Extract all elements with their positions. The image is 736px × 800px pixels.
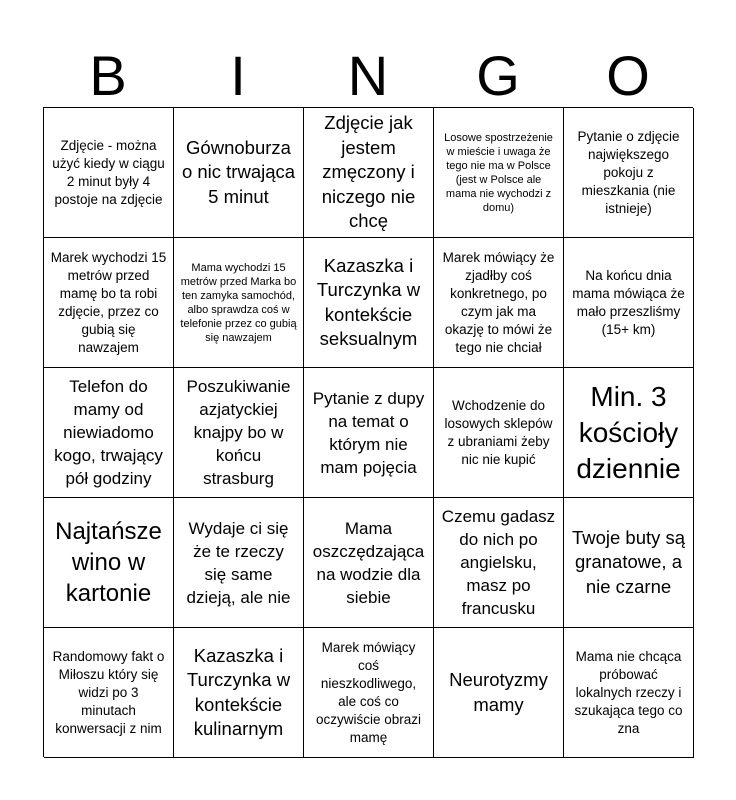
bingo-cell-r2-c1[interactable] xyxy=(44,238,174,368)
bingo-cell-r4-c1[interactable] xyxy=(44,498,174,628)
bingo-cell-r3-c4[interactable] xyxy=(434,368,564,498)
bingo-cell-r5-c3[interactable] xyxy=(304,628,434,758)
bingo-cell-text: Randomowy fakt o Miłoszu który się widzi po 3 minutach konwersacji z nim xyxy=(52,648,165,736)
bingo-cell-text: Poszukiwanie azjatyckiej knajpy bo w końcu strasburg xyxy=(186,377,291,488)
bingo-cell-r1-c3[interactable] xyxy=(304,108,434,238)
bingo-cell-r4-c3[interactable] xyxy=(304,498,434,628)
bingo-cell-r2-c5[interactable] xyxy=(564,238,694,368)
bingo-cell-text: Zdjęcie - można użyć kiedy w ciągu 2 minut były 4 postoje na zdjęcie xyxy=(52,137,165,207)
header-letter-o: O xyxy=(606,44,650,107)
bingo-cell-r1-c2[interactable] xyxy=(174,108,304,238)
bingo-cell-text: Najtańsze wino w kartonie xyxy=(55,518,162,607)
bingo-cell-r5-c4[interactable] xyxy=(434,628,564,758)
bingo-cell-text: Min. 3 kościoły dziennie xyxy=(576,380,681,484)
bingo-cell-r4-c4[interactable] xyxy=(434,498,564,628)
header-letter-b: B xyxy=(89,44,127,107)
bingo-cell-r3-c1[interactable] xyxy=(44,368,174,498)
bingo-cell-text: Mama wychodzi 15 metrów przed Marka bo ten zamyka samochód, albo sprawdza coś w telefonie przez co gubią się nawzajem xyxy=(180,261,297,344)
bingo-cell-text: Telefon do mamy od niewiadomo kogo, trwający pół godziny xyxy=(54,377,163,488)
bingo-cell-text: Wydaje ci się że te rzeczy się same dzieją, ale nie xyxy=(186,518,291,607)
bingo-cell-text: Mama nie chcąca próbować lokalnych rzeczy i szukająca tego co zna xyxy=(574,648,683,736)
bingo-cell-r1-c1[interactable] xyxy=(44,108,174,238)
bingo-cell-text: Mama oszczędzająca na wodzie dla siebie xyxy=(312,518,425,607)
bingo-cell-r4-c2[interactable] xyxy=(174,498,304,628)
bingo-cell-text: Gównoburza o nic trwająca 5 minut xyxy=(181,136,296,207)
bingo-cell-text: Twoje buty są granatowe, a nie czarne xyxy=(571,526,686,597)
bingo-grid xyxy=(43,107,693,757)
bingo-cell-text: Wchodzenie do losowych sklepów z ubraniami żeby nic nie kupić xyxy=(444,397,553,467)
bingo-cell-r3-c3[interactable] xyxy=(304,368,434,498)
bingo-cell-text: Zdjęcie jak jestem zmęczony i niczego nie chcę xyxy=(321,112,416,232)
bingo-cell-text: Kazaszka i Turczynka w kontekście seksualnym xyxy=(316,254,421,349)
bingo-cell-r5-c5[interactable] xyxy=(564,628,694,758)
bingo-cell-r2-c3[interactable] xyxy=(304,238,434,368)
bingo-header xyxy=(43,44,693,108)
header-letter-i: I xyxy=(230,44,246,107)
bingo-cell-r3-c2[interactable] xyxy=(174,368,304,498)
bingo-cell-text: Pytanie o zdjęcie największego pokoju z mieszkania (nie istnieje) xyxy=(577,128,680,216)
bingo-cell-r4-c5[interactable] xyxy=(564,498,694,628)
bingo-cell-text: Marek mówiący że zjadłby coś konkretnego, po czym jak ma okazję to mówi że tego nie chciał xyxy=(442,249,555,355)
header-letter-g: G xyxy=(476,44,520,107)
bingo-cell-text: Marek mówiący coś nieszkodliwego, ale coś co oczywiście obrazi mamę xyxy=(315,639,422,745)
bingo-cell-r1-c5[interactable] xyxy=(564,108,694,238)
bingo-cell-text: Losowe spostrzeżenie w mieście i uwaga że tego nie ma w Polsce (jest w Polsce ale mama nie wychodzi z domu) xyxy=(444,131,553,214)
bingo-cell-text: Na końcu dnia mama mówiąca że mało przeszliśmy (15+ km) xyxy=(572,267,685,337)
bingo-cell-text: Pytanie z dupy na temat o którym nie mam pojęcia xyxy=(312,388,425,477)
bingo-cell-r1-c4[interactable] xyxy=(434,108,564,238)
bingo-cell-text: Kazaszka i Turczynka w kontekście kulinarnym xyxy=(186,644,291,739)
bingo-cell-r5-c2[interactable] xyxy=(174,628,304,758)
bingo-cell-r3-c5[interactable] xyxy=(564,368,694,498)
bingo-cell-r2-c4[interactable] xyxy=(434,238,564,368)
bingo-cell-text: Czemu gadasz do nich po angielsku, masz po francusku xyxy=(441,507,556,618)
bingo-cell-text: Marek wychodzi 15 metrów przed mamę bo ta robi zdjęcie, przez co gubią się nawzajem xyxy=(50,249,167,355)
header-letter-n: N xyxy=(347,44,389,107)
bingo-cell-r5-c1[interactable] xyxy=(44,628,174,758)
bingo-cell-text: Neurotyzmy mamy xyxy=(449,669,548,715)
bingo-cell-r2-c2[interactable] xyxy=(174,238,304,368)
